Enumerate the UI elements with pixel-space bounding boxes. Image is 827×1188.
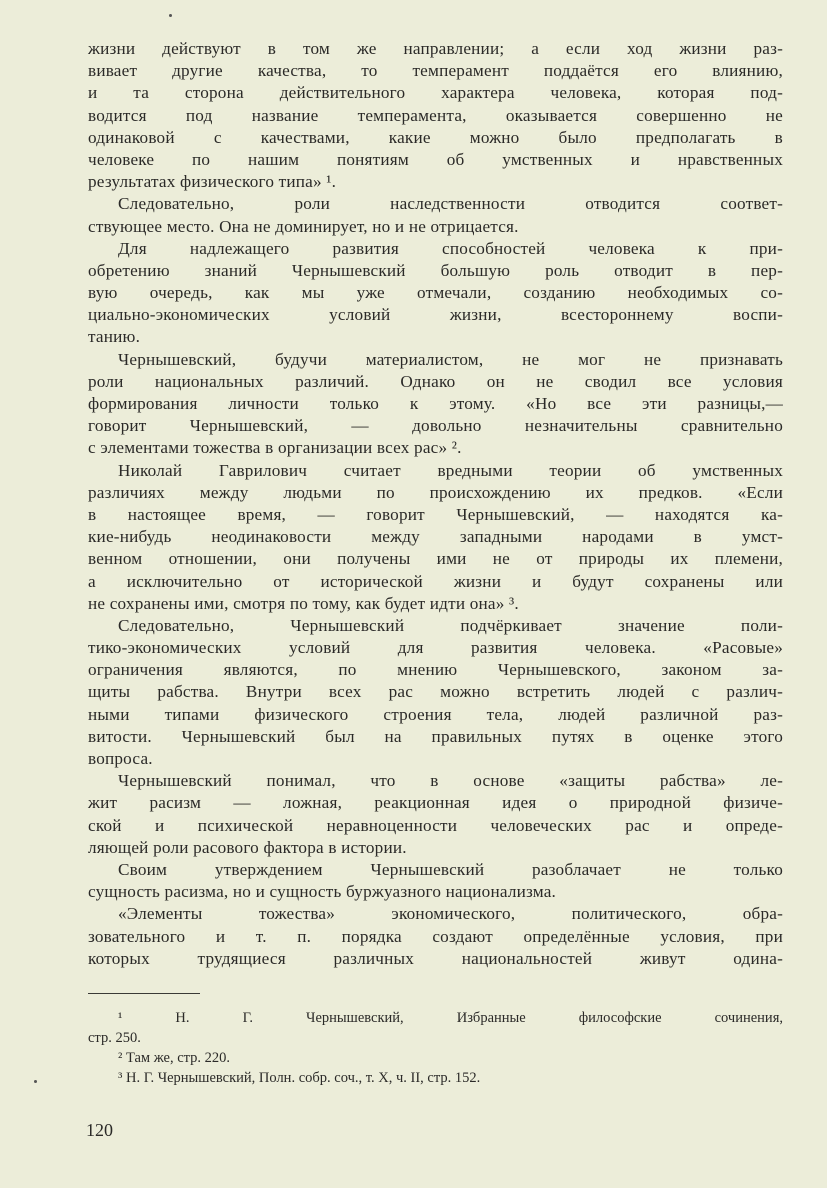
text-line: венном отношении, они получены ими не от природы их племени,: [88, 549, 783, 569]
page-number: 120: [86, 1120, 113, 1140]
body-text: [88, 38, 783, 970]
text-line: ограничения являются, по мнению Чернышевского, законом за-: [88, 660, 783, 680]
footnotes: [88, 1008, 783, 1088]
text-line: и та сторона действительного характера человека, которая под-: [88, 83, 783, 103]
footnote-line: ² Там же, стр. 220.: [118, 1050, 231, 1066]
text-line: щиты рабства. Внутри всех рас можно встретить людей с различ-: [88, 682, 783, 702]
scan-speck: [169, 14, 172, 17]
text-line: ными типами физического строения тела, людей различной раз-: [88, 704, 783, 724]
text-line: Следовательно, роли наследственности отводится соответ-: [118, 194, 783, 214]
text-line: Следовательно, Чернышевский подчёркивает значение поли-: [118, 615, 783, 635]
footnote-rule: [88, 993, 200, 994]
text-line: формирования личности только к этому. «Но все эти разницы,—: [88, 394, 783, 413]
text-line: Чернышевский понимал, что в основе «защиты рабства» ле-: [118, 771, 783, 791]
text-line: Для надлежащего развития способностей человека к при-: [118, 238, 783, 258]
text-line: роли национальных различий. Однако он не сводил все условия: [88, 371, 783, 391]
text-line: человеке по нашим понятиям об умственных и нравственных: [88, 149, 783, 169]
text-line: вивает другие качества, то темперамент поддаётся его влиянию,: [88, 61, 783, 81]
text-line: Чернышевский, будучи материалистом, не мог не признавать: [118, 349, 783, 369]
text-line: а исключительно от исторической жизни и будут сохранены или: [88, 571, 783, 591]
text-line: вопроса.: [88, 749, 153, 768]
text-line: жит расизм — ложная, реакционная идея о природной физиче-: [88, 793, 783, 813]
text-line: витости. Чернышевский был на правильных путях в оценке этого: [88, 726, 783, 746]
text-line: зовательного и т. п. порядка создают определённые условия, при: [88, 926, 783, 946]
text-line: которых трудящиеся различных национальностей живут одина-: [88, 948, 783, 968]
text-line: водится под название темперамента, оказывается совершенно не: [88, 105, 783, 125]
footnote-line: ³ Н. Г. Чернышевский, Полн. собр. соч., т. X, ч. II, стр. 152.: [118, 1070, 481, 1086]
text-line: жизни действуют в том же направлении; а если ход жизни раз-: [88, 39, 783, 58]
footnote-line: ¹ Н. Г. Чернышевский, Избранные философские сочинения,: [118, 1010, 783, 1026]
text-line: ляющей роли расового фактора в истории.: [88, 837, 407, 857]
text-line: различиях между людьми по происхождению их предков. «Если: [88, 482, 783, 502]
text-line: ской и психической неравноценности человеческих рас и опреде-: [88, 815, 783, 835]
text-line: тико-экономических условий для развития человека. «Расовые»: [88, 638, 783, 658]
text-line: результатах физического типа» ¹.: [88, 172, 337, 192]
text-line: Своим утверждением Чернышевский разоблачает не только: [118, 859, 783, 879]
text-line: обретению знаний Чернышевский большую роль отводит в пер-: [88, 260, 783, 280]
text-line: танию.: [88, 327, 141, 347]
text-line: говорит Чернышевский, — довольно незначительны сравнительно: [88, 416, 783, 436]
text-line: с элементами тожества в организации всех рас» ².: [88, 438, 462, 458]
text-line: в настоящее время, — говорит Чернышевский, — находятся ка-: [88, 504, 783, 524]
footnote-line: стр. 250.: [88, 1030, 141, 1046]
text-line: сущность расизма, но и сущность буржуазного национализма.: [88, 882, 557, 902]
text-line: «Элементы тожества» экономического, политического, обра-: [118, 904, 783, 924]
scan-speck: [34, 1080, 37, 1083]
text-line: циально-экономических условий жизни, всестороннему воспи-: [88, 305, 783, 325]
text-line: одинаковой с качествами, какие можно было предполагать в: [88, 127, 783, 147]
text-line: не сохранены ими, смотря по тому, как будет идти она» ³.: [88, 593, 519, 613]
text-line: ствующее место. Она не доминирует, но и не отрицается.: [88, 216, 519, 236]
text-line: вую очередь, как мы уже отмечали, созданию необходимых со-: [88, 283, 783, 303]
text-line: кие-нибудь неодинаковости между западными народами в умст-: [88, 527, 783, 547]
text-line: Николай Гаврилович считает вредными теории об умственных: [118, 460, 783, 480]
